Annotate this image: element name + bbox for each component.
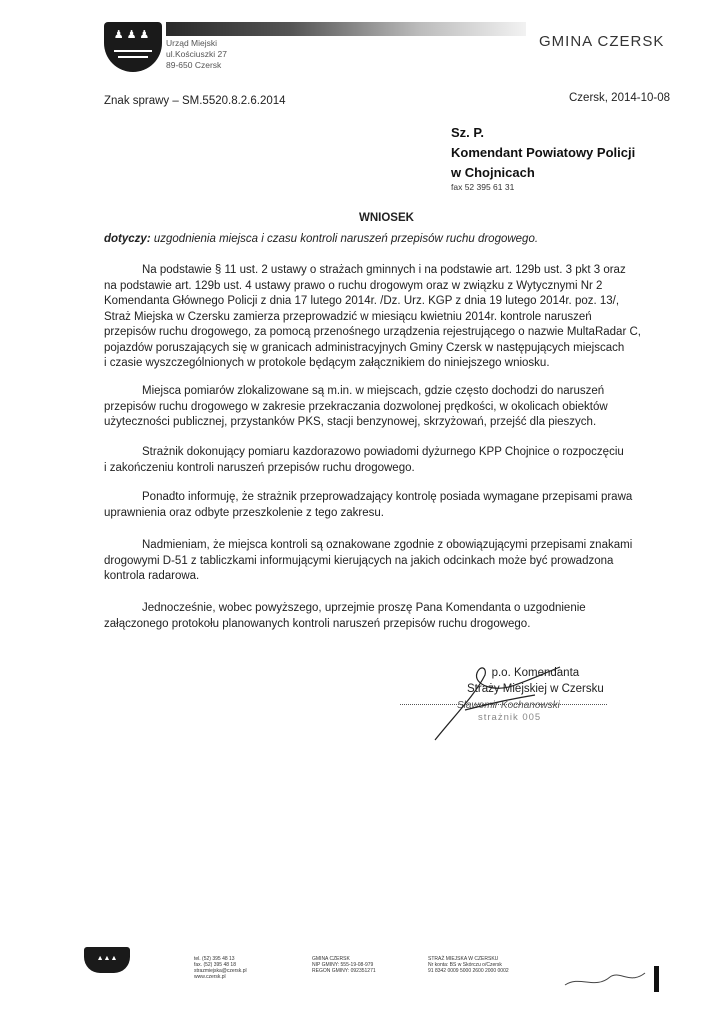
footer-gmina-ids xyxy=(312,956,376,974)
paragraph-locations xyxy=(104,384,669,431)
signature-unit: Straży Miejskiej w Czersku xyxy=(467,683,604,695)
paragraph-line: i czasie wyszczególnionych w protokole będącym załącznikiem do niniejszego wniosku. xyxy=(104,357,550,369)
paragraph-line: kontrola radarowa. xyxy=(104,570,200,582)
subject-label: dotyczy: xyxy=(104,233,151,245)
paragraph-line: użyteczności publicznej, przystanków PKS, stacji benzynowej, skrzyżowań, przejść dla pieszych. xyxy=(104,416,597,428)
crest-towers-icon: ♟♟♟ xyxy=(113,29,153,41)
recipient-location: w Chojnicach xyxy=(451,165,535,180)
signature-role: p.o. Komendanta xyxy=(491,667,580,679)
letter-date: Czersk, 2014-10-08 xyxy=(569,92,670,104)
handwritten-signature xyxy=(425,655,585,745)
subject-text: uzgodnienia miejsca i czasu kontroli naruszeń przepisów ruchu drogowego. xyxy=(153,233,539,245)
paragraph-notification xyxy=(104,445,669,476)
paragraph-signage xyxy=(104,538,669,585)
crest-wave-icon xyxy=(114,50,152,52)
subject-line xyxy=(104,233,538,245)
footer-phone: tel. (52) 395 48 13 xyxy=(194,956,235,962)
paragraph-legal-basis xyxy=(104,263,669,372)
paragraph-line: przepisów ruchu drogowego, za pomocą przenośnego urządzenia rejestrującego o nazwie MultaRadar C, xyxy=(104,326,641,338)
footer-logo-text: ▲▲▲ xyxy=(96,955,118,962)
footer-unit-name: STRAŻ MIEJSKA W CZERSKU xyxy=(428,956,499,962)
paragraph-line: Nadmieniam, że miejsca kontroli są oznakowane zgodnie z obowiązującymi przepisami znakami xyxy=(142,539,633,551)
document-title: WNIOSEK xyxy=(359,212,414,224)
recipient-salutation: Sz. P. xyxy=(451,125,485,140)
footer-bank-name: Nr konta: BS w Skórczu o/Czersk xyxy=(428,962,502,968)
footer-bank xyxy=(428,956,509,974)
paragraph-request xyxy=(104,601,669,632)
recipient-block xyxy=(451,123,635,183)
footer-nip: NIP GMINY: 555-19-08-979 xyxy=(312,962,374,968)
paragraph-line: Na podstawie § 11 ust. 2 ustawy o strażach gminnych i na podstawie art. 129b ust. 3 pkt 3 oraz xyxy=(142,264,626,276)
footer-regon: REGON GMINY: 092351271 xyxy=(312,968,376,974)
footer-gmina-name: GMINA CZERSK xyxy=(312,956,350,962)
paragraph-line: Komendanta Głównego Policji z dnia 17 lutego 2014r. /Dz. Urz. KGP z dnia 19 lutego 2014r. poz. 13/, xyxy=(104,295,620,307)
paragraph-qualifications xyxy=(104,490,669,521)
paragraph-line: Jednocześnie, wobec powyższego, uprzejmie proszę Pana Komendanta o uzgodnienie xyxy=(142,602,586,614)
paragraph-line: drogowymi D-51 z tabliczkami informującymi kierujących na jakich odcinkach może być prowadzona xyxy=(104,554,614,567)
footer-account: 91 8342 0009 5000 2600 2000 0002 xyxy=(428,968,509,974)
footer-email: strazmiejska@czersk.pl xyxy=(194,968,247,974)
paragraph-line: i zakończeniu kontroli naruszeń przepisów ruchu drogowego. xyxy=(104,461,415,474)
paragraph-line: Strażnik dokonujący pomiaru kazdorazowo powiadomi dyżurnego KPP Chojnice o rozpoczęciu xyxy=(142,446,624,458)
paragraph-line: przepisów ruchu drogowego w zakresie przekraczania dozwolonej prędkości, w okolicach obiektów xyxy=(104,400,608,413)
recipient-title: Komendant Powiatowy Policji xyxy=(451,145,636,160)
paragraph-line: na podstawie art. 129b ust. 4 ustawy prawo o ruchu drogowym oraz w związku z Wytycznymi Nr 2 xyxy=(104,279,603,292)
paragraph-line: Ponadto informuję, że strażnik przeprowadzający kontrolę posiada wymagane przepisami prawa xyxy=(142,491,633,503)
signature-stamp-rank: strażnik 005 xyxy=(478,712,542,723)
letterhead-bar xyxy=(166,22,526,36)
office-city: 89-650 Czersk xyxy=(166,60,222,70)
footer-logo xyxy=(84,947,130,973)
office-address xyxy=(166,38,227,71)
footer-fax: fax. (52) 395 48 18 xyxy=(194,962,236,968)
town-crest-logo xyxy=(104,22,162,72)
paragraph-line: pojazdów poruszających się w granicach administracyjnych Gminy Czersk w następujących miejscach xyxy=(104,341,625,354)
footer-website: www.czersk.pl xyxy=(194,974,226,980)
footer-contact xyxy=(194,956,247,980)
paragraph-line: załączonego protokołu planowanych kontroli naruszeń przepisów ruchu drogowego. xyxy=(104,617,531,630)
case-reference: Znak sprawy – SM.5520.8.2.6.2014 xyxy=(104,95,286,107)
signature-stamp-name: Sławomir Kochanowski xyxy=(457,700,560,711)
initials-scribble xyxy=(560,965,650,995)
paragraph-line: Miejsca pomiarów zlokalizowane są m.in. w miejscach, gdzie często dochodzi do naruszeń xyxy=(142,385,605,397)
paragraph-line: Straż Miejska w Czersku zamierza przeprowadzić w miesiącu kwietniu 2014r. kontrole naruszeń xyxy=(104,310,592,323)
footer-edge-bar xyxy=(654,966,659,992)
paragraph-line: uprawnienia oraz odbyte przeszkolenie z tego zakresu. xyxy=(104,506,384,519)
recipient-fax: fax 52 395 61 31 xyxy=(451,182,515,192)
office-name: Urząd Miejski xyxy=(166,38,218,48)
office-street: ul.Kościuszki 27 xyxy=(166,49,227,59)
gmina-title: GMINA CZERSK xyxy=(539,33,665,50)
crest-wave-icon xyxy=(118,56,148,58)
